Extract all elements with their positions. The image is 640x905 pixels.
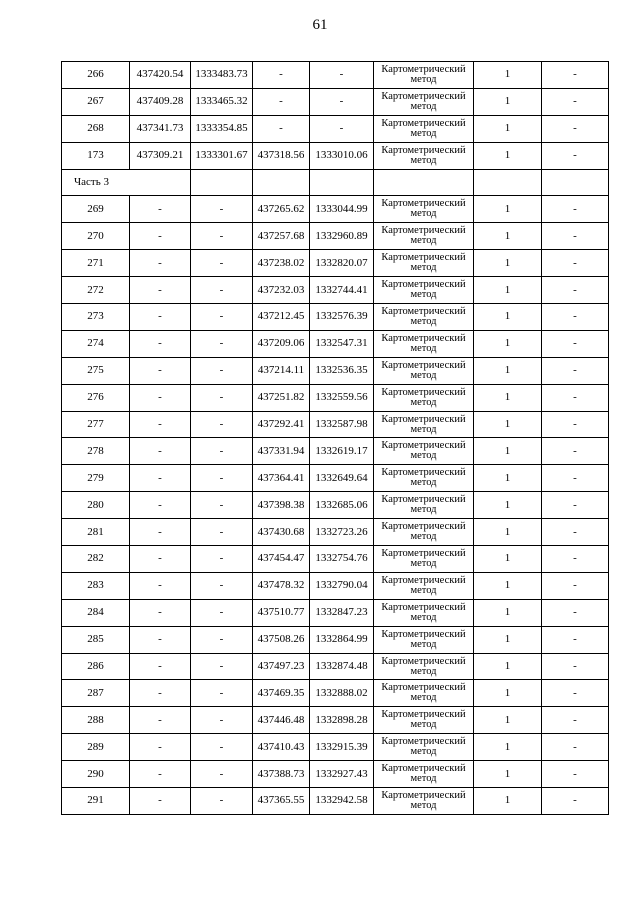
- point-number-cell: 287: [62, 680, 130, 707]
- method-cell: Картометрический метод: [374, 626, 474, 653]
- refined-x-cell: 437318.56: [253, 142, 310, 169]
- accuracy-cell: 1: [474, 761, 542, 788]
- table-row: [62, 680, 609, 707]
- existing-y-cell: -: [191, 519, 253, 546]
- refined-x-cell: 437388.73: [253, 761, 310, 788]
- point-number-cell: 273: [62, 304, 130, 331]
- refined-x-cell: 437478.32: [253, 572, 310, 599]
- existing-y-cell: 1333465.32: [191, 88, 253, 115]
- refined-y-cell: 1332587.98: [310, 411, 374, 438]
- accuracy-cell: 1: [474, 304, 542, 331]
- refined-x-cell: 437364.41: [253, 465, 310, 492]
- existing-x-cell: -: [130, 438, 191, 465]
- existing-y-cell: -: [191, 304, 253, 331]
- point-number-cell: 283: [62, 572, 130, 599]
- refined-x-cell: -: [253, 62, 310, 89]
- description-cell: -: [542, 599, 609, 626]
- accuracy-cell: 1: [474, 223, 542, 250]
- existing-x-cell: -: [130, 304, 191, 331]
- method-cell: Картометрический метод: [374, 357, 474, 384]
- table-row: [62, 88, 609, 115]
- refined-y-cell: 1332547.31: [310, 330, 374, 357]
- existing-x-cell: -: [130, 680, 191, 707]
- table-row: [62, 546, 609, 573]
- accuracy-cell: 1: [474, 465, 542, 492]
- description-cell: -: [542, 88, 609, 115]
- description-cell: -: [542, 357, 609, 384]
- table-row: [62, 492, 609, 519]
- point-number-cell: 284: [62, 599, 130, 626]
- refined-y-cell: 1332790.04: [310, 572, 374, 599]
- refined-x-cell: 437331.94: [253, 438, 310, 465]
- description-cell: -: [542, 519, 609, 546]
- accuracy-cell: 1: [474, 546, 542, 573]
- method-cell: Картометрический метод: [374, 707, 474, 734]
- accuracy-cell: 1: [474, 680, 542, 707]
- table-row: [62, 734, 609, 761]
- refined-x-cell: 437469.35: [253, 680, 310, 707]
- description-cell: -: [542, 546, 609, 573]
- existing-x-cell: -: [130, 492, 191, 519]
- refined-x-cell: 437410.43: [253, 734, 310, 761]
- existing-x-cell: 437409.28: [130, 88, 191, 115]
- point-number-cell: 274: [62, 330, 130, 357]
- refined-x-cell: 437209.06: [253, 330, 310, 357]
- refined-x-cell: 437446.48: [253, 707, 310, 734]
- existing-y-cell: -: [191, 653, 253, 680]
- existing-x-cell: 437341.73: [130, 115, 191, 142]
- description-cell: -: [542, 626, 609, 653]
- method-cell: Картометрический метод: [374, 330, 474, 357]
- existing-x-cell: -: [130, 384, 191, 411]
- refined-y-cell: -: [310, 62, 374, 89]
- accuracy-cell: 1: [474, 357, 542, 384]
- accuracy-cell: 1: [474, 599, 542, 626]
- accuracy-cell: 1: [474, 411, 542, 438]
- refined-x-cell: 437257.68: [253, 223, 310, 250]
- description-cell: -: [542, 734, 609, 761]
- method-cell: Картометрический метод: [374, 142, 474, 169]
- method-cell: Картометрический метод: [374, 438, 474, 465]
- description-cell: -: [542, 304, 609, 331]
- point-number-cell: 277: [62, 411, 130, 438]
- point-number-cell: 282: [62, 546, 130, 573]
- refined-x-cell: 437292.41: [253, 411, 310, 438]
- method-cell: Картометрический метод: [374, 384, 474, 411]
- accuracy-cell: 1: [474, 653, 542, 680]
- refined-y-cell: 1332888.02: [310, 680, 374, 707]
- refined-x-cell: 437232.03: [253, 277, 310, 304]
- existing-y-cell: -: [191, 250, 253, 277]
- description-cell: -: [542, 250, 609, 277]
- table-row: [62, 62, 609, 89]
- description-cell: -: [542, 62, 609, 89]
- refined-y-cell: 1332820.07: [310, 250, 374, 277]
- table-row: [62, 519, 609, 546]
- accuracy-cell: 1: [474, 62, 542, 89]
- part-header-row: [62, 169, 609, 196]
- refined-y-cell: 1332744.41: [310, 277, 374, 304]
- refined-y-cell: 1332649.64: [310, 465, 374, 492]
- point-number-cell: 280: [62, 492, 130, 519]
- refined-y-cell: 1332874.48: [310, 653, 374, 680]
- empty-cell: [191, 169, 253, 196]
- page-number: 61: [312, 17, 328, 33]
- table-row: [62, 115, 609, 142]
- existing-x-cell: -: [130, 223, 191, 250]
- existing-y-cell: -: [191, 707, 253, 734]
- point-number-cell: 286: [62, 653, 130, 680]
- refined-y-cell: -: [310, 88, 374, 115]
- description-cell: -: [542, 196, 609, 223]
- point-number-cell: 279: [62, 465, 130, 492]
- table-row: [62, 653, 609, 680]
- method-cell: Картометрический метод: [374, 223, 474, 250]
- refined-y-cell: 1333010.06: [310, 142, 374, 169]
- method-cell: Картометрический метод: [374, 572, 474, 599]
- refined-y-cell: 1332685.06: [310, 492, 374, 519]
- existing-y-cell: 1333483.73: [191, 62, 253, 89]
- point-number-cell: 288: [62, 707, 130, 734]
- refined-y-cell: 1332536.35: [310, 357, 374, 384]
- refined-y-cell: 1332559.56: [310, 384, 374, 411]
- point-number-cell: 285: [62, 626, 130, 653]
- existing-y-cell: -: [191, 277, 253, 304]
- description-cell: -: [542, 653, 609, 680]
- table-row: [62, 277, 609, 304]
- table-row: [62, 411, 609, 438]
- point-number-cell: 278: [62, 438, 130, 465]
- accuracy-cell: 1: [474, 88, 542, 115]
- method-cell: Картометрический метод: [374, 680, 474, 707]
- refined-y-cell: 1332723.26: [310, 519, 374, 546]
- existing-y-cell: -: [191, 788, 253, 815]
- description-cell: -: [542, 277, 609, 304]
- table-row: [62, 250, 609, 277]
- refined-y-cell: 1332864.99: [310, 626, 374, 653]
- existing-y-cell: 1333354.85: [191, 115, 253, 142]
- table-row: [62, 304, 609, 331]
- point-number-cell: 268: [62, 115, 130, 142]
- method-cell: Картометрический метод: [374, 277, 474, 304]
- refined-x-cell: 437510.77: [253, 599, 310, 626]
- existing-x-cell: -: [130, 626, 191, 653]
- description-cell: -: [542, 572, 609, 599]
- description-cell: -: [542, 330, 609, 357]
- method-cell: Картометрический метод: [374, 196, 474, 223]
- existing-x-cell: -: [130, 599, 191, 626]
- refined-x-cell: 437212.45: [253, 304, 310, 331]
- table-row: [62, 788, 609, 815]
- existing-x-cell: -: [130, 411, 191, 438]
- refined-y-cell: 1333044.99: [310, 196, 374, 223]
- accuracy-cell: 1: [474, 788, 542, 815]
- table-row: [62, 707, 609, 734]
- existing-y-cell: -: [191, 357, 253, 384]
- method-cell: Картометрический метод: [374, 734, 474, 761]
- table-row: [62, 626, 609, 653]
- method-cell: Картометрический метод: [374, 62, 474, 89]
- method-cell: Картометрический метод: [374, 546, 474, 573]
- refined-x-cell: 437265.62: [253, 196, 310, 223]
- empty-cell: [310, 169, 374, 196]
- point-number-cell: 291: [62, 788, 130, 815]
- table-body: [62, 62, 609, 815]
- empty-cell: [374, 169, 474, 196]
- accuracy-cell: 1: [474, 707, 542, 734]
- accuracy-cell: 1: [474, 196, 542, 223]
- existing-y-cell: -: [191, 492, 253, 519]
- existing-x-cell: -: [130, 465, 191, 492]
- refined-y-cell: 1332927.43: [310, 761, 374, 788]
- existing-y-cell: -: [191, 546, 253, 573]
- method-cell: Картометрический метод: [374, 788, 474, 815]
- existing-y-cell: 1333301.67: [191, 142, 253, 169]
- description-cell: -: [542, 761, 609, 788]
- existing-x-cell: 437420.54: [130, 62, 191, 89]
- existing-y-cell: -: [191, 465, 253, 492]
- method-cell: Картометрический метод: [374, 519, 474, 546]
- empty-cell: [474, 169, 542, 196]
- existing-y-cell: -: [191, 196, 253, 223]
- refined-y-cell: 1332619.17: [310, 438, 374, 465]
- description-cell: -: [542, 788, 609, 815]
- point-number-cell: 276: [62, 384, 130, 411]
- empty-cell: [542, 169, 609, 196]
- description-cell: -: [542, 411, 609, 438]
- accuracy-cell: 1: [474, 115, 542, 142]
- coordinates-table: [61, 61, 609, 815]
- existing-y-cell: -: [191, 384, 253, 411]
- point-number-cell: 290: [62, 761, 130, 788]
- refined-x-cell: 437454.47: [253, 546, 310, 573]
- point-number-cell: 275: [62, 357, 130, 384]
- description-cell: -: [542, 142, 609, 169]
- existing-x-cell: -: [130, 277, 191, 304]
- refined-x-cell: 437214.11: [253, 357, 310, 384]
- method-cell: Картометрический метод: [374, 88, 474, 115]
- existing-x-cell: -: [130, 546, 191, 573]
- refined-x-cell: -: [253, 88, 310, 115]
- empty-cell: [253, 169, 310, 196]
- accuracy-cell: 1: [474, 626, 542, 653]
- refined-x-cell: -: [253, 115, 310, 142]
- existing-x-cell: -: [130, 330, 191, 357]
- point-number-cell: 266: [62, 62, 130, 89]
- point-number-cell: 267: [62, 88, 130, 115]
- existing-x-cell: -: [130, 761, 191, 788]
- point-number-cell: 270: [62, 223, 130, 250]
- existing-x-cell: -: [130, 788, 191, 815]
- existing-x-cell: 437309.21: [130, 142, 191, 169]
- existing-x-cell: -: [130, 707, 191, 734]
- description-cell: -: [542, 223, 609, 250]
- table-row: [62, 572, 609, 599]
- table-row: [62, 330, 609, 357]
- accuracy-cell: 1: [474, 277, 542, 304]
- existing-y-cell: -: [191, 599, 253, 626]
- accuracy-cell: 1: [474, 330, 542, 357]
- table-row: [62, 438, 609, 465]
- table-row: [62, 223, 609, 250]
- method-cell: Картометрический метод: [374, 761, 474, 788]
- point-number-cell: 272: [62, 277, 130, 304]
- table-row: [62, 384, 609, 411]
- refined-y-cell: 1332847.23: [310, 599, 374, 626]
- refined-x-cell: 437238.02: [253, 250, 310, 277]
- accuracy-cell: 1: [474, 519, 542, 546]
- existing-x-cell: -: [130, 357, 191, 384]
- description-cell: -: [542, 438, 609, 465]
- refined-y-cell: 1332915.39: [310, 734, 374, 761]
- existing-y-cell: -: [191, 626, 253, 653]
- method-cell: Картометрический метод: [374, 411, 474, 438]
- existing-y-cell: -: [191, 223, 253, 250]
- existing-y-cell: -: [191, 438, 253, 465]
- existing-x-cell: -: [130, 572, 191, 599]
- table-row: [62, 196, 609, 223]
- point-number-cell: 271: [62, 250, 130, 277]
- accuracy-cell: 1: [474, 384, 542, 411]
- method-cell: Картометрический метод: [374, 465, 474, 492]
- accuracy-cell: 1: [474, 572, 542, 599]
- description-cell: -: [542, 707, 609, 734]
- method-cell: Картометрический метод: [374, 599, 474, 626]
- refined-y-cell: 1332960.89: [310, 223, 374, 250]
- table-row: [62, 357, 609, 384]
- existing-x-cell: -: [130, 250, 191, 277]
- point-number-cell: 289: [62, 734, 130, 761]
- refined-y-cell: 1332576.39: [310, 304, 374, 331]
- existing-y-cell: -: [191, 330, 253, 357]
- refined-x-cell: 437365.55: [253, 788, 310, 815]
- refined-y-cell: 1332898.28: [310, 707, 374, 734]
- method-cell: Картометрический метод: [374, 304, 474, 331]
- point-number-cell: 269: [62, 196, 130, 223]
- table-row: [62, 142, 609, 169]
- method-cell: Картометрический метод: [374, 250, 474, 277]
- point-number-cell: 281: [62, 519, 130, 546]
- existing-x-cell: -: [130, 196, 191, 223]
- accuracy-cell: 1: [474, 734, 542, 761]
- accuracy-cell: 1: [474, 142, 542, 169]
- refined-y-cell: -: [310, 115, 374, 142]
- method-cell: Картометрический метод: [374, 115, 474, 142]
- existing-y-cell: -: [191, 572, 253, 599]
- table-row: [62, 761, 609, 788]
- description-cell: -: [542, 465, 609, 492]
- table-row: [62, 465, 609, 492]
- refined-x-cell: 437398.38: [253, 492, 310, 519]
- accuracy-cell: 1: [474, 492, 542, 519]
- existing-x-cell: -: [130, 734, 191, 761]
- existing-y-cell: -: [191, 680, 253, 707]
- refined-y-cell: 1332754.76: [310, 546, 374, 573]
- method-cell: Картометрический метод: [374, 492, 474, 519]
- refined-x-cell: 437497.23: [253, 653, 310, 680]
- table-row: [62, 599, 609, 626]
- refined-x-cell: 437508.26: [253, 626, 310, 653]
- description-cell: -: [542, 115, 609, 142]
- existing-x-cell: -: [130, 653, 191, 680]
- description-cell: -: [542, 492, 609, 519]
- method-cell: Картометрический метод: [374, 653, 474, 680]
- refined-y-cell: 1332942.58: [310, 788, 374, 815]
- existing-y-cell: -: [191, 761, 253, 788]
- description-cell: -: [542, 680, 609, 707]
- part-label: Часть 3: [62, 169, 191, 196]
- refined-x-cell: 437430.68: [253, 519, 310, 546]
- point-number-cell: 173: [62, 142, 130, 169]
- existing-y-cell: -: [191, 411, 253, 438]
- accuracy-cell: 1: [474, 438, 542, 465]
- existing-y-cell: -: [191, 734, 253, 761]
- existing-x-cell: -: [130, 519, 191, 546]
- description-cell: -: [542, 384, 609, 411]
- accuracy-cell: 1: [474, 250, 542, 277]
- refined-x-cell: 437251.82: [253, 384, 310, 411]
